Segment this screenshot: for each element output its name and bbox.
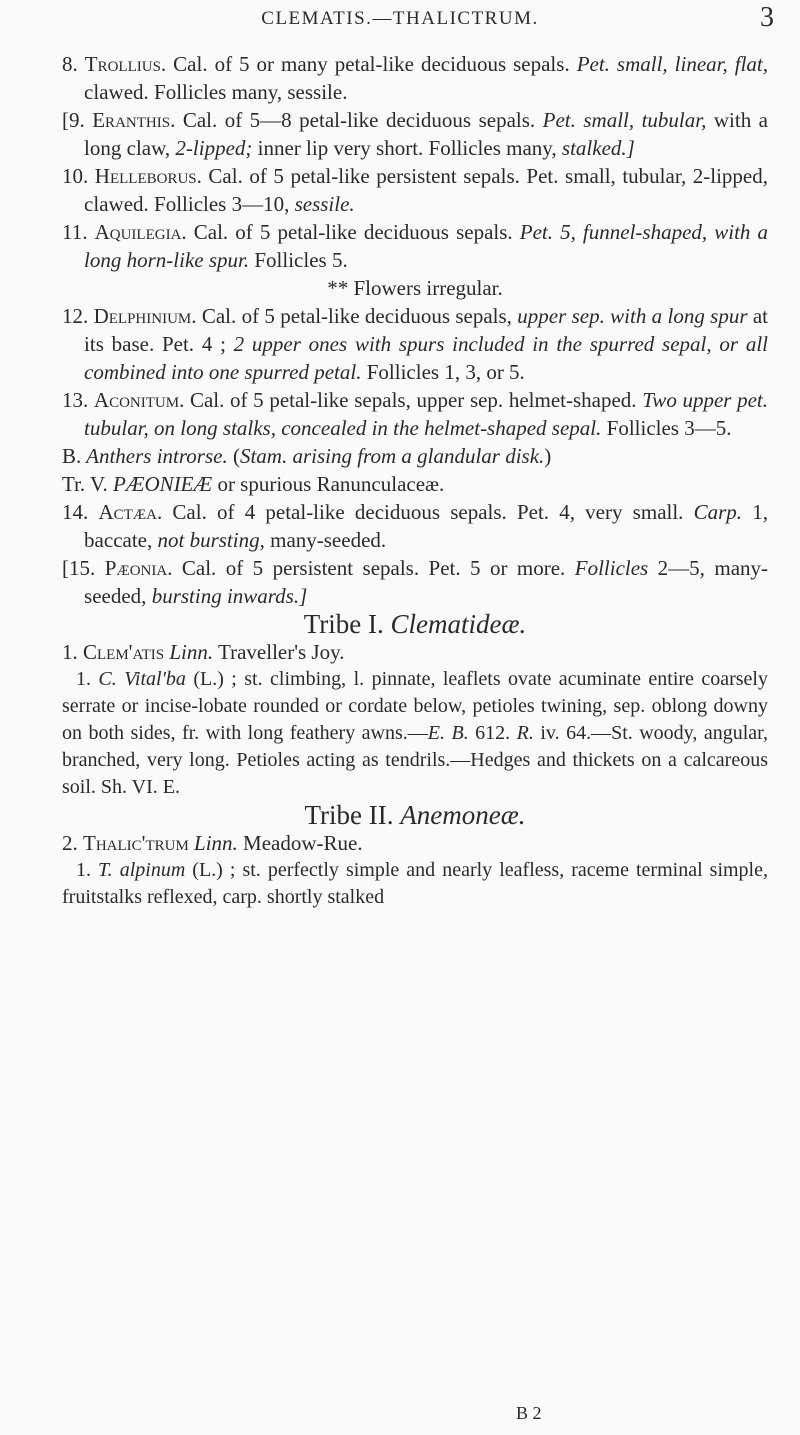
tribe-v bbox=[62, 470, 768, 498]
entry-aquilegia bbox=[62, 218, 768, 274]
tribe-heading-name: Clematideæ. bbox=[390, 609, 527, 639]
entry-text: Cal. of 5 petal-like sepals, upper sep. helmet-shaped. bbox=[184, 388, 643, 412]
tribe-heading-name: Anemoneæ. bbox=[400, 800, 526, 830]
signature-mark: B 2 bbox=[516, 1403, 542, 1423]
entry-number: 11. bbox=[62, 220, 88, 244]
species-entry bbox=[62, 857, 768, 911]
tribe-label: Tr. V. bbox=[62, 472, 108, 496]
genus-name: Delphinium. bbox=[93, 304, 197, 328]
species-number: 1. bbox=[76, 668, 91, 690]
section-b bbox=[62, 442, 768, 470]
genus-number: 2. bbox=[62, 831, 78, 855]
entry-italic: Follicles bbox=[574, 556, 649, 580]
entry-italic: upper sep. with a long spur bbox=[517, 304, 748, 328]
species-text: (L.) ; st. climbing, l. pinnate, leaflets ovate acuminate entire coarsely serrate or incise-lobate rounded or cordate below, petioles twining, sep. oblong downy on both sides, fr. with long feathery awns.— bbox=[62, 668, 768, 744]
tribe-heading bbox=[62, 610, 768, 638]
running-title: CLEMATIS.—THALICTRUM. bbox=[261, 8, 539, 29]
entry-text: Cal. of 5 petal-like deciduous sepals. bbox=[186, 220, 520, 244]
genus-name: Actæa. bbox=[98, 500, 163, 524]
genus-authority: Linn. bbox=[164, 640, 214, 664]
section-italic: Anthers introrse. bbox=[81, 444, 228, 468]
running-head bbox=[0, 0, 800, 40]
entry-text: Cal. of 4 petal-like deciduous sepals. Pet. 4, very small. bbox=[162, 500, 694, 524]
entry-text: Cal. of 5 petal-like persistent sepals. Pet. small, tubular, 2-lipped, clawed. Follicles 3—10, bbox=[84, 164, 768, 216]
entry-italic: sessile. bbox=[294, 192, 355, 216]
genus-name: Eranthis. bbox=[92, 108, 176, 132]
species-text: (L.) ; st. perfectly simple and nearly leafless, raceme terminal simple, fruitstalks reflexed, carp. shortly stalked bbox=[62, 859, 768, 908]
genus-name: Clem'atis bbox=[83, 640, 165, 664]
entry-text: Follicles 1, 3, or 5. bbox=[361, 360, 525, 384]
tribe-heading-label: Tribe II. bbox=[304, 800, 401, 830]
genus-common-name: Traveller's Joy. bbox=[213, 640, 345, 664]
entry-italic: Carp. bbox=[693, 500, 743, 524]
page-number: 3 bbox=[760, 2, 774, 33]
entry-italic: 2 upper ones with spurs included in the spurred sepal, or all combined into one spurred petal. bbox=[84, 332, 768, 384]
entry-aconitum bbox=[62, 386, 768, 442]
genus-name: Pæonia. bbox=[104, 556, 173, 580]
entry-number: 12. bbox=[62, 304, 89, 328]
genus-heading bbox=[62, 829, 768, 857]
entry-paeonia bbox=[62, 554, 768, 610]
entry-number: 13. bbox=[62, 388, 89, 412]
entry-text: Cal. of 5—8 petal-like deciduous sepals. bbox=[175, 108, 543, 132]
entry-text: 1, baccate, bbox=[84, 500, 769, 552]
reference: R. bbox=[516, 722, 534, 744]
species-name: T. alpinum bbox=[91, 859, 186, 881]
tribe-name: PÆONIEÆ bbox=[107, 472, 213, 496]
species-text: iv. 64.—St. woody, angular, branched, very long. Petioles acting as tendrils.—Hedges and thickets on a calcareous soil. Sh. VI. E. bbox=[62, 722, 769, 798]
entry-text: with a long claw, bbox=[84, 108, 768, 160]
tribe-text: or spurious Ranunculaceæ. bbox=[212, 472, 445, 496]
entry-text: Cal. of 5 or many petal-like deciduous sepals. bbox=[166, 52, 577, 76]
entry-italic: stalked.] bbox=[561, 136, 635, 160]
genus-name: Aquilegia. bbox=[94, 220, 187, 244]
entry-text: clawed. Follicles many, sessile. bbox=[84, 80, 348, 104]
entry-italic: 2-lipped; bbox=[175, 136, 253, 160]
genus-name: Trollius. bbox=[84, 52, 167, 76]
entry-number: [15. bbox=[62, 556, 96, 580]
entry-italic: Pet. small, tubular, bbox=[542, 108, 707, 132]
genus-number: 1. bbox=[62, 640, 78, 664]
entry-actaea bbox=[62, 498, 768, 554]
section-label: B. bbox=[62, 444, 82, 468]
species-number: 1. bbox=[76, 859, 91, 881]
entry-number: 8. bbox=[62, 52, 78, 76]
entry-text: Cal. of 5 petal-like deciduous sepals, bbox=[196, 304, 518, 328]
entry-eranthis bbox=[62, 106, 768, 162]
reference: E. B. bbox=[427, 722, 469, 744]
genus-name: Aconitum. bbox=[93, 388, 185, 412]
entry-number: 14. bbox=[62, 500, 89, 524]
entry-trollius bbox=[62, 50, 768, 106]
section-text: ( bbox=[227, 444, 240, 468]
entry-helleborus bbox=[62, 162, 768, 218]
reference-number: 612. bbox=[468, 722, 517, 744]
entry-text: 2—5, many-seeded, bbox=[84, 556, 769, 608]
entry-italic: bursting inwards.] bbox=[151, 584, 308, 608]
species-entry bbox=[62, 666, 768, 801]
entry-delphinium bbox=[62, 302, 768, 386]
entry-text: Follicles 3—5. bbox=[601, 416, 732, 440]
genus-name: Thalic'trum bbox=[83, 831, 189, 855]
entry-text: inner lip very short. Follicles many, bbox=[252, 136, 562, 160]
entry-text: Follicles 5. bbox=[249, 248, 348, 272]
subsection-heading: ** Flowers irregular. bbox=[327, 276, 503, 300]
species-name: C. Vital'ba bbox=[91, 668, 186, 690]
tribe-heading-label: Tribe I. bbox=[303, 609, 391, 639]
tribe-heading bbox=[62, 801, 768, 829]
entry-number: [9. bbox=[62, 108, 85, 132]
genus-heading bbox=[62, 638, 768, 666]
entry-italic: Pet. small, linear, flat, bbox=[576, 52, 768, 76]
genus-authority: Linn. bbox=[188, 831, 238, 855]
entry-italic: Two upper pet. tubular, on long stalks, concealed in the helmet-shaped sepal. bbox=[84, 388, 769, 440]
entry-text: Cal. of 5 persistent sepals. Pet. 5 or more. bbox=[172, 556, 575, 580]
genus-name: Helleborus. bbox=[94, 164, 202, 188]
section-text: ) bbox=[544, 444, 552, 468]
entry-text: many-seeded. bbox=[264, 528, 387, 552]
entry-italic: Pet. 5, funnel-shaped, with a long horn-like spur. bbox=[84, 220, 769, 272]
entry-number: 10. bbox=[62, 164, 89, 188]
page-body bbox=[62, 50, 768, 911]
entry-italic: not bursting, bbox=[157, 528, 265, 552]
genus-common-name: Meadow-Rue. bbox=[237, 831, 363, 855]
section-italic: Stam. arising from a glandular disk. bbox=[239, 444, 545, 468]
entry-text: at its base. Pet. 4 ; bbox=[84, 304, 769, 356]
